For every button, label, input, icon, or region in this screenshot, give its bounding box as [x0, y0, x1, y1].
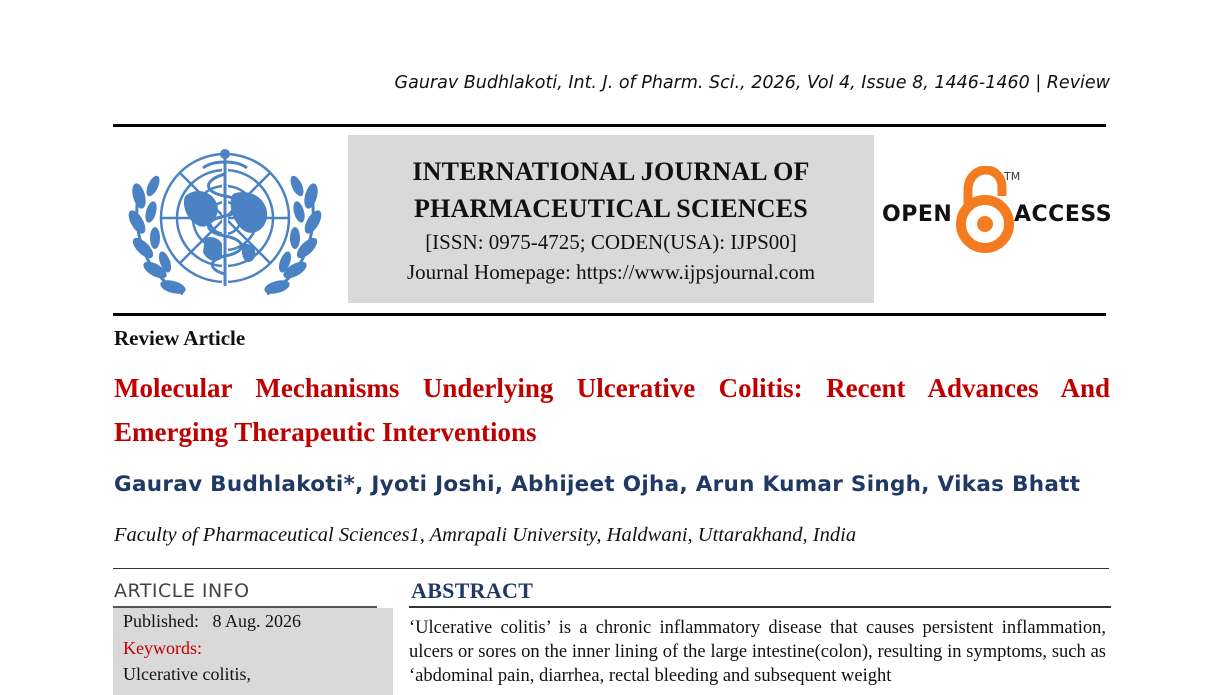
keywords-label: Keywords:	[123, 638, 202, 658]
open-access-logo	[880, 166, 1113, 254]
open-access-open-text: OPEN	[882, 202, 953, 227]
abstract-body: ‘Ulcerative colitis’ is a chronic inflammatory disease that causes persistent inflammation, ulcers or sores on the inner lining of the large intestine(colon), resulting in symptoms, such as ‘abdominal pain, diarrhea, rectal bleeding and subsequent weight	[409, 618, 1106, 686]
article-info-heading: ARTICLE INFO	[114, 580, 250, 602]
author-affiliation: Faculty of Pharmaceutical Sciences1, Amrapali University, Haldwani, Uttarakhand, India	[114, 524, 857, 546]
published-date: 8 Aug. 2026	[212, 611, 302, 631]
masthead-top-rule	[113, 124, 1106, 127]
abstract-heading: ABSTRACT	[411, 578, 534, 603]
globe-caduceus-emblem-icon	[125, 134, 325, 306]
published-row	[123, 611, 301, 632]
article-type: Review Article	[114, 326, 246, 350]
journal-title	[348, 153, 874, 227]
abstract-underline	[409, 606, 1111, 608]
journal-masthead	[348, 135, 874, 303]
journal-homepage-link[interactable]: Journal Homepage: https://www.ijpsjournal.com	[406, 260, 816, 284]
article-title: Molecular Mechanisms Underlying Ulcerative Colitis: Recent Advances And Emerging Therapeutic Interventions	[114, 373, 1110, 447]
journal-title-line1: INTERNATIONAL JOURNAL OF	[412, 157, 810, 186]
trademark-symbol: TM	[1004, 170, 1021, 183]
author-list: Gaurav Budhlakoti*, Jyoti Joshi, Abhijeet Ojha, Arun Kumar Singh, Vikas Bhatt	[114, 472, 1081, 497]
journal-issn: [ISSN: 0975-4725; CODEN(USA): IJPS00]	[425, 230, 797, 254]
running-header-citation: Gaurav Budhlakoti, Int. J. of Pharm. Sci., 2026, Vol 4, Issue 8, 1446-1460 | Review	[394, 73, 1110, 93]
article-info-box	[113, 608, 393, 695]
keyword-item: Ulcerative colitis,	[123, 664, 251, 684]
journal-title-line2: PHARMACEUTICAL SCIENCES	[414, 194, 808, 223]
section-divider	[113, 568, 1109, 569]
masthead-bottom-rule	[113, 313, 1106, 316]
published-label: Published:	[123, 611, 200, 631]
open-access-access-text: ACCESS	[1014, 202, 1113, 227]
